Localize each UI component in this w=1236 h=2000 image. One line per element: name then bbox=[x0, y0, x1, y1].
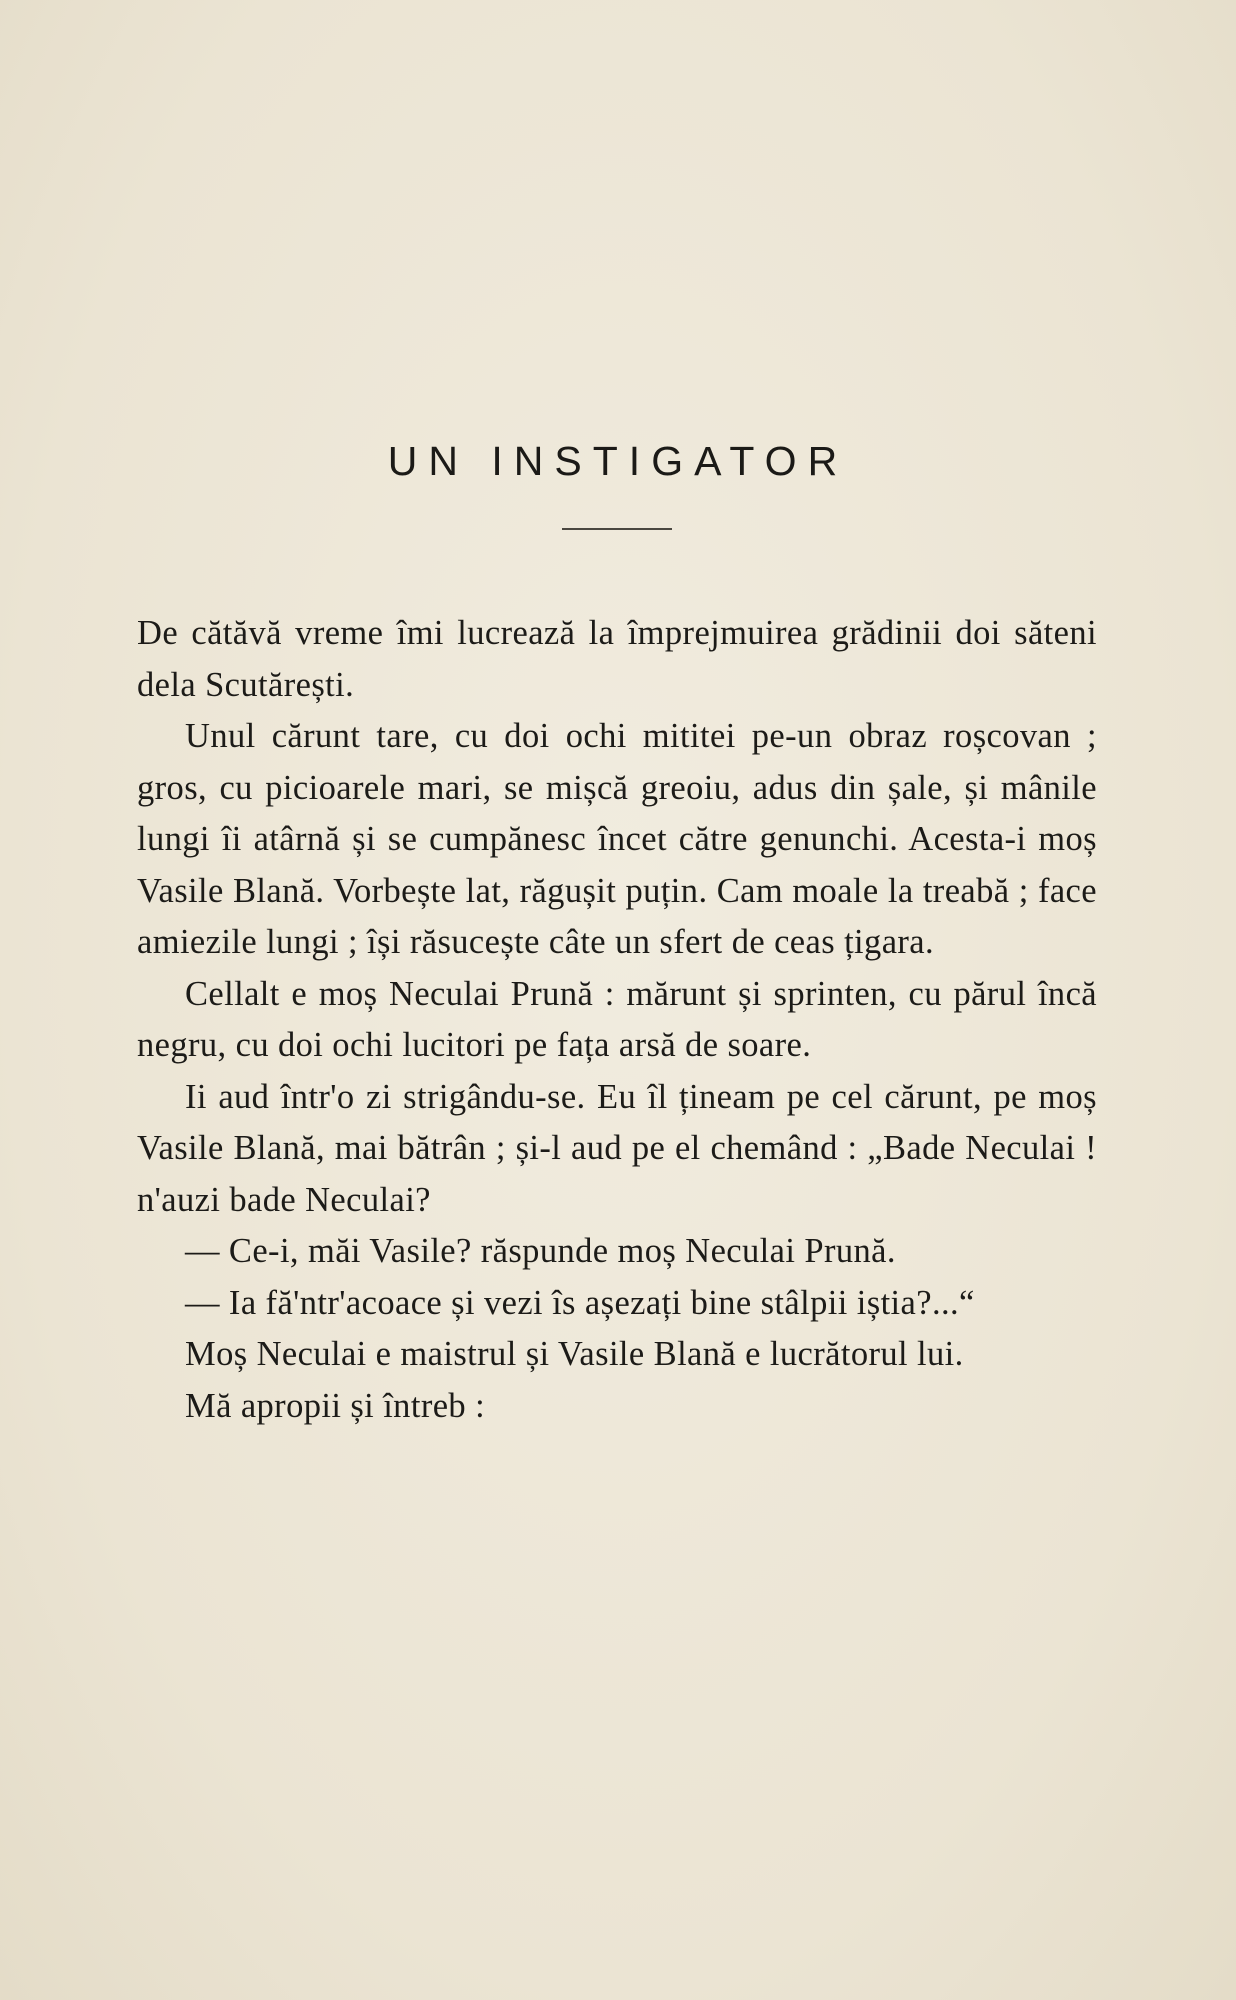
paragraph-6: — Ia fă'ntr'acoace și vezi îs așezați bine stâlpii iștia?...“ bbox=[185, 1283, 975, 1322]
chapter-body bbox=[137, 608, 1097, 1432]
paragraph-4: Ii aud într'o zi strigându-se. Eu îl țineam pe cel cărunt, pe moș Vasile Blană, mai bătrân ; și-l aud pe el chemând : „Bade Neculai ! n'auzi bade Neculai? bbox=[137, 1077, 1097, 1219]
title-divider bbox=[562, 528, 672, 530]
paragraph-3: Cellalt e moș Neculai Prună : mărunt și sprinten, cu părul încă negru, cu doi ochi lucitori pe fața arsă de soare. bbox=[137, 974, 1097, 1064]
paragraph-7: Moș Neculai e maistrul și Vasile Blană e lucrătorul lui. bbox=[185, 1335, 964, 1373]
chapter-title: UN INSTIGATOR bbox=[387, 438, 849, 484]
paragraph-8: Mă apropii și întreb : bbox=[185, 1386, 486, 1425]
paragraph-2: Unul cărunt tare, cu doi ochi mititei pe-un obraz roșcovan ; gros, cu picioarele mari, se mișcă greoiu, adus din șale, și mânile lungi îi atârnă și se cumpănesc încet către genunchi. Acesta-i moș Vasile Blană. Vorbește lat, răgușit puțin. Cam moale la treabă ; face amiezile lungi ; își răsucește câte un sfert de ceas țigara. bbox=[137, 717, 1097, 961]
paragraph-5: — Ce-i, măi Vasile? răspunde moș Neculai Prună. bbox=[185, 1232, 896, 1270]
paragraph-1: De cătăvă vreme îmi lucrează la împrejmuirea grădinii doi săteni dela Scutărești. bbox=[137, 614, 1097, 704]
